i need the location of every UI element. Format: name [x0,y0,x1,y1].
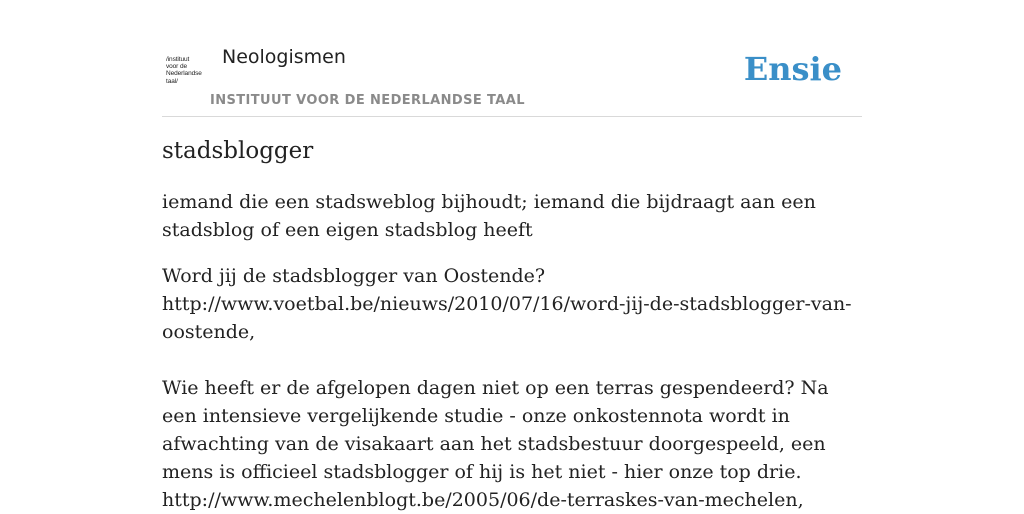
page-header [162,40,862,117]
logo-line: /instituut [166,56,190,63]
institute-subtitle: INSTITUUT VOOR DE NEDERLANDSE TAAL [210,93,525,108]
logo-line: voor de [166,63,187,71]
entry-term: stadsblogger [162,138,314,164]
logo-line: Nederlandse [166,70,202,78]
entry-example: Word jij de stadsblogger van Oostende? http://www.voetbal.be/nieuws/2010/07/16/word-jij-de-stadsblogger-van-oostende, Wie heeft er de afgelopen dagen niet op een terras gespendeerd? Na een intensieve vergelijkende studie - onze onkostennota wordt in afwachting van de visakaart aan het stadsbestuur doorgespeeld, een mens is officieel stadsblogger of hij is het niet - hier onze top drie. http://www.mechelenblogt.be/2005/06/de-terraskes-van-mechelen, [162,265,852,511]
ivdnt-logo[interactable] [166,56,206,90]
logo-line: taal/ [166,77,178,85]
brand-title[interactable]: Neologismen [222,46,346,68]
ensie-logo-link[interactable]: Ensie [743,50,842,88]
entry-definition: iemand die een stadsweblog bijhoudt; iemand die bijdraagt aan een stadsblog of een eigen stadsblog heeft [162,191,816,241]
entry-content [162,138,862,514]
